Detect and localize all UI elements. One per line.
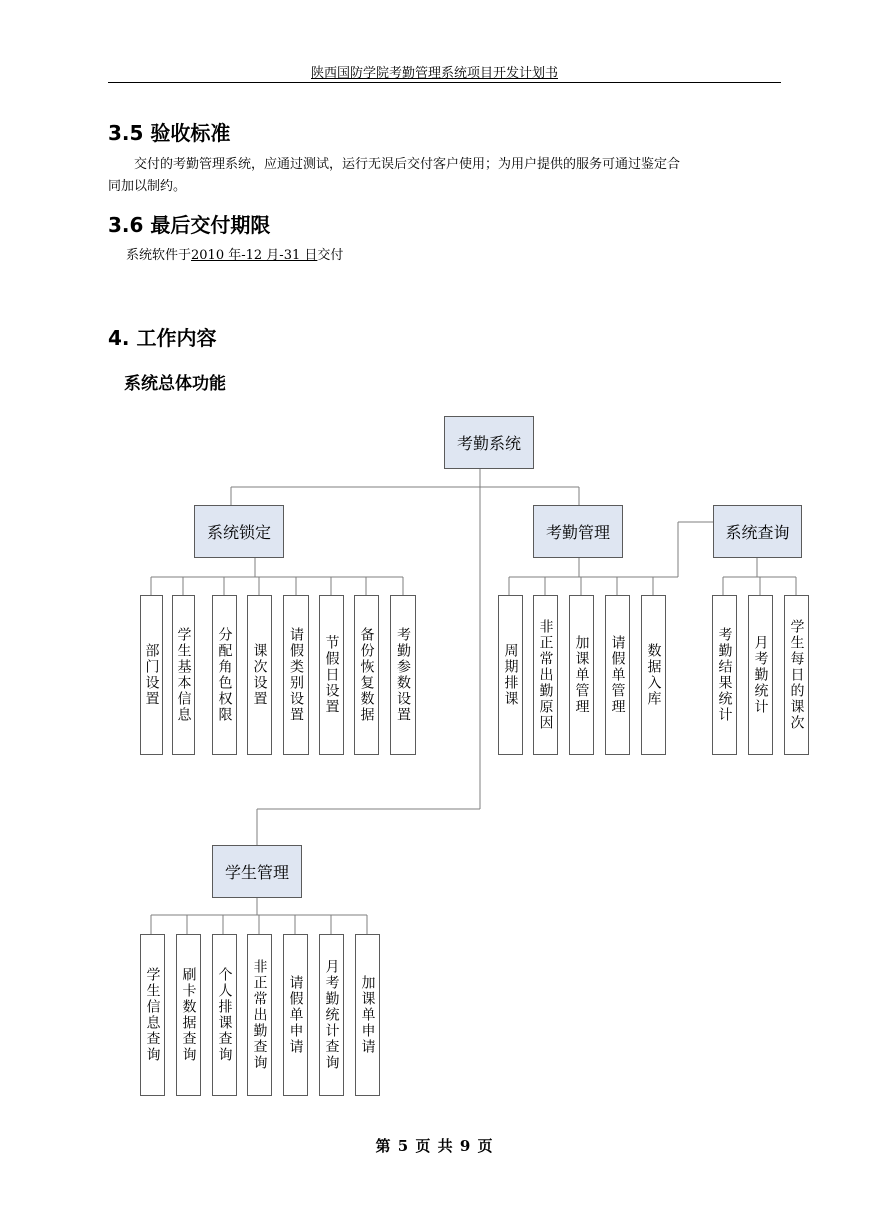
acceptance-paragraph-line1: 交付的考勤管理系统，应通过测试，运行无误后交付客户使用；为用户提供的服务可通过鉴定合 (134, 157, 681, 172)
leaf-leave-form-management: 请假单管理 (605, 595, 630, 755)
leaf-assign-role-permissions: 分配角色权限 (212, 595, 237, 755)
leaf-leave-form-application: 请假单申请 (283, 934, 308, 1096)
leaf-backup-restore-data: 备份恢复数据 (354, 595, 379, 755)
leaf-extra-class-management: 加课单管理 (569, 595, 594, 755)
node-system-lock: 系统锁定 (194, 505, 284, 558)
leaf-extra-class-application: 加课单申请 (355, 934, 380, 1096)
page-footer (0, 1135, 869, 1156)
leaf-attendance-result-stats: 考勤结果统计 (712, 595, 737, 755)
section-heading-acceptance: 3.5 验收标准 (108, 121, 231, 145)
deadline-suffix: 交付 (317, 248, 344, 263)
leaf-department-settings: 部门设置 (140, 595, 163, 755)
page-number: 第 5 页 共 9 页 (375, 1137, 494, 1155)
leaf-card-swipe-data-query: 刷卡数据查询 (176, 934, 201, 1096)
leaf-personal-schedule-query: 个人排课查询 (212, 934, 237, 1096)
leaf-student-daily-periods: 学生每日的课次 (784, 595, 809, 755)
section-heading-deadline: 3.6 最后交付期限 (108, 213, 271, 237)
leaf-student-info-query: 学生信息查询 (140, 934, 165, 1096)
section-heading-work: 4. 工作内容 (108, 326, 217, 350)
leaf-attendance-parameter-settings: 考勤参数设置 (390, 595, 416, 755)
deadline-date: 2010 年-12 月-31 日 (191, 248, 318, 263)
section-subheading-overall-functions: 系统总体功能 (124, 374, 226, 394)
leaf-monthly-attendance-stats: 月考勤统计 (748, 595, 773, 755)
leaf-periodic-scheduling: 周期排课 (498, 595, 523, 755)
header-title: 陕西国防学院考勤管理系统项目开发计划书 (310, 66, 558, 81)
node-root: 考勤系统 (444, 416, 534, 469)
node-student-management: 学生管理 (212, 845, 302, 898)
leaf-abnormal-attendance-reason: 非正常出勤原因 (533, 595, 558, 755)
deadline-prefix: 系统软件于 (126, 248, 192, 263)
leaf-holiday-settings: 节假日设置 (319, 595, 344, 755)
leaf-student-basic-info: 学生基本信息 (172, 595, 195, 755)
node-attendance-management: 考勤管理 (533, 505, 623, 558)
leaf-class-period-settings: 课次设置 (247, 595, 272, 755)
acceptance-paragraph-line2: 同加以制约。 (108, 179, 187, 194)
node-system-query: 系统查询 (713, 505, 802, 558)
leaf-abnormal-attendance-query: 非正常出勤查询 (247, 934, 272, 1096)
leaf-leave-category-settings: 请假类别设置 (283, 595, 309, 755)
leaf-data-import: 数据入库 (641, 595, 666, 755)
leaf-monthly-attendance-stats-query: 月考勤统计查询 (319, 934, 344, 1096)
